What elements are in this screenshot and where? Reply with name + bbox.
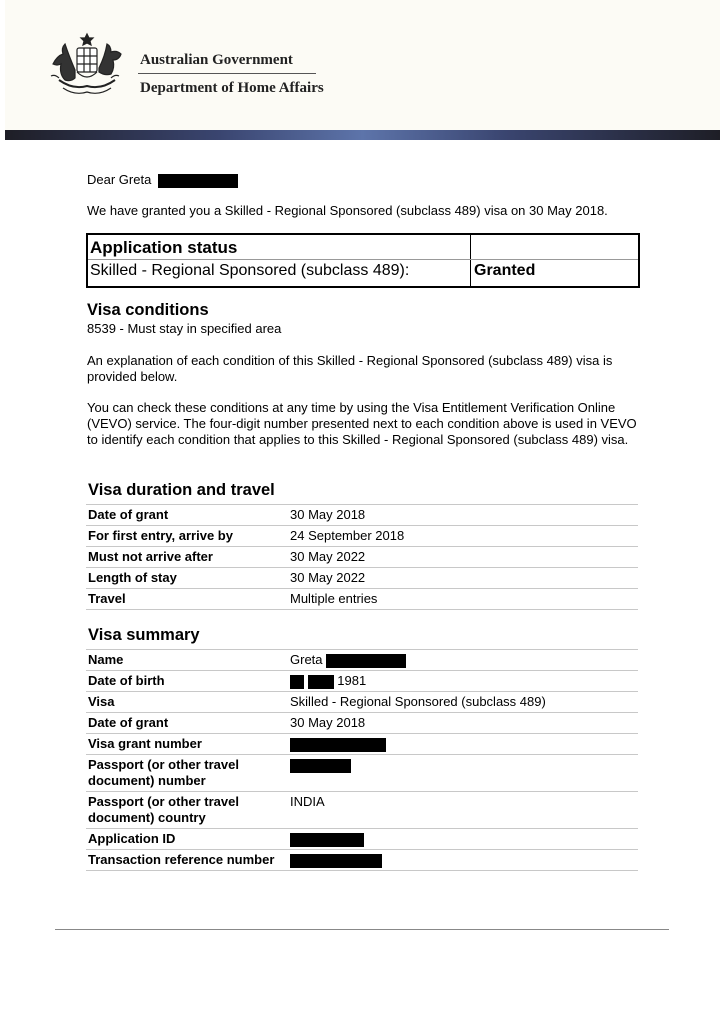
table-row (86, 691, 638, 712)
name-value (290, 650, 638, 670)
redacted-surname (326, 654, 406, 668)
row-label: Travel (88, 591, 126, 606)
conditions-heading: Visa conditions (87, 301, 209, 319)
row-value: 30 May 2022 (290, 549, 366, 564)
government-name: Australian Government (140, 52, 293, 68)
passport-number-label: Passport (or other travel document) number (88, 757, 239, 788)
row-label: Date of grant (88, 507, 169, 522)
dob-year: 1981 (337, 673, 367, 688)
row-value: 30 May 2022 (290, 570, 366, 585)
row-value: 24 September 2018 (290, 528, 405, 543)
table-row (86, 670, 638, 691)
redacted-grant-number (290, 738, 386, 752)
duration-heading: Visa duration and travel (88, 481, 275, 499)
status-visa: Skilled - Regional Sponsored (subclass 489): (90, 262, 410, 279)
table-row (86, 849, 638, 871)
status-value: Granted (474, 262, 536, 279)
given-name: Greta (290, 652, 323, 667)
application-status-box (86, 233, 640, 288)
application-id-label: Application ID (88, 831, 176, 846)
department-name: Department of Home Affairs (140, 80, 324, 96)
row-value: 30 May 2018 (290, 507, 366, 522)
visa-value: Skilled - Regional Sponsored (subclass 489) (290, 694, 546, 709)
table-row (86, 525, 638, 546)
redacted-surname (158, 174, 238, 188)
grant-date-value: 30 May 2018 (290, 715, 366, 730)
duration-table (86, 504, 638, 610)
conditions-explanation: An explanation of each condition of this Skilled - Regional Sponsored (subclass 489) visa is provided below. (87, 353, 613, 384)
table-row (86, 567, 638, 588)
redacted-month (308, 675, 334, 689)
letterhead (5, 0, 720, 130)
salutation-text: Dear Greta (87, 172, 152, 187)
row-label: Length of stay (88, 570, 177, 585)
status-divider-vertical (470, 235, 471, 286)
redacted-day (290, 675, 304, 689)
passport-country-label: Passport (or other travel document) country (88, 794, 239, 825)
footer-divider (55, 929, 669, 930)
condition-item: 8539 - Must stay in specified area (87, 321, 282, 336)
grant-intro: We have granted you a Skilled - Regional Sponsored (subclass 489) visa on 30 May 2018. (87, 203, 608, 218)
row-label: Must not arrive after (88, 549, 213, 564)
status-divider-horizontal (88, 259, 638, 260)
passport-country-value: INDIA (290, 794, 325, 809)
grant-number-value (290, 734, 638, 754)
table-row (86, 712, 638, 733)
summary-heading: Visa summary (88, 626, 200, 644)
summary-table (86, 649, 638, 871)
table-row (86, 733, 638, 754)
visa-label: Visa (88, 694, 115, 709)
table-row (86, 649, 638, 670)
trn-label: Transaction reference number (88, 852, 275, 867)
table-row (86, 791, 638, 828)
redacted-passport-number (290, 759, 351, 773)
application-id-value (290, 829, 638, 849)
status-title: Application status (90, 238, 238, 257)
table-row (86, 828, 638, 849)
row-label: For first entry, arrive by (88, 528, 233, 543)
redacted-trn (290, 854, 382, 868)
trn-value (290, 850, 638, 870)
coat-of-arms-icon (45, 32, 127, 98)
salutation (87, 172, 238, 188)
dob-label: Date of birth (88, 673, 165, 688)
header-band (5, 130, 720, 140)
table-row (86, 754, 638, 791)
dob-value (290, 671, 638, 691)
name-label: Name (88, 652, 124, 667)
grant-date-label: Date of grant (88, 715, 169, 730)
passport-number-value (290, 755, 638, 791)
table-row (86, 504, 638, 525)
row-value: Multiple entries (290, 591, 378, 606)
table-row (86, 588, 638, 610)
grant-number-label: Visa grant number (88, 736, 202, 751)
vevo-paragraph: You can check these conditions at any time by using the Visa Entitlement Verification Online (VEVO) service. The four-digit number presented next to each condition above is used in VEVO to identify each condition that applies to this Skilled - Regional Sponsored (subclass 489) visa. (87, 400, 637, 447)
redacted-application-id (290, 833, 364, 847)
letterhead-divider (138, 73, 316, 74)
table-row (86, 546, 638, 567)
